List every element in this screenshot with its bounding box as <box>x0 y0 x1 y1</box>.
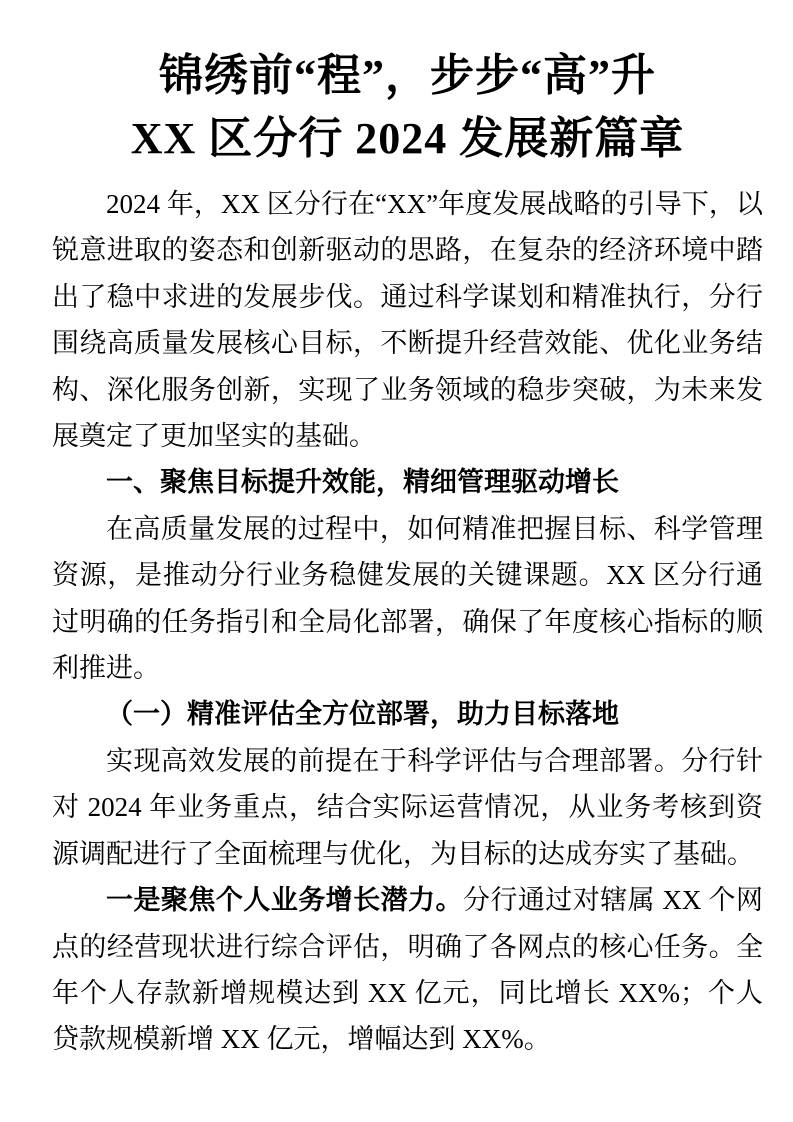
point-1-text: 分行通过对辖属 XX 个网点的经营现状进行综合评估，明确了各网点的核心任务。全年个人存款新增规模达到 XX 亿元，同比增长 XX%；个人贷款规模新增 XX 亿元，增幅达到 XX%。 <box>52 885 763 1055</box>
paragraph-section-1: 在高质量发展的过程中，如何精准把握目标、科学管理资源，是推动分行业务稳健发展的关键课题。XX 区分行通过明确的任务指引和全局化部署，确保了年度核心指标的顺利推进。 <box>52 513 763 684</box>
paragraph-intro: 2024 年，XX 区分行在“XX”年度发展战略的引导下，以锐意进取的姿态和创新驱动的思路，在复杂的经济环境中踏出了稳中求进的发展步伐。通过科学谋划和精准执行，分行围绕高质量发展核心目标，不断提升经营效能、优化业务结构、深化服务创新，实现了业务领域的稳步突破，为未来发展奠定了更加坚实的基础。 <box>52 189 763 452</box>
document-title <box>52 44 763 170</box>
document-content <box>52 44 763 1063</box>
title-line-2: XX 区分行 2024 发展新篇章 <box>130 114 685 163</box>
section-heading-1: 一、聚焦目标提升效能，精细管理驱动增长 <box>106 467 619 498</box>
paragraph-point-1 <box>52 877 763 1063</box>
point-1-lead: 一是聚焦个人业务增长潜力。 <box>106 885 463 916</box>
title-line-1: 锦绣前“程”，步步“高”升 <box>159 51 656 100</box>
subsection-heading-1: （一）精准评估全方位部署，助力目标落地 <box>106 699 619 730</box>
paragraph-subsection-1: 实现高效发展的前提在于科学评估与合理部署。分行针对 2024 年业务重点，结合实际运营情况，从业务考核到资源调配进行了全面梳理与优化，为目标的达成夯实了基础。 <box>52 745 763 869</box>
